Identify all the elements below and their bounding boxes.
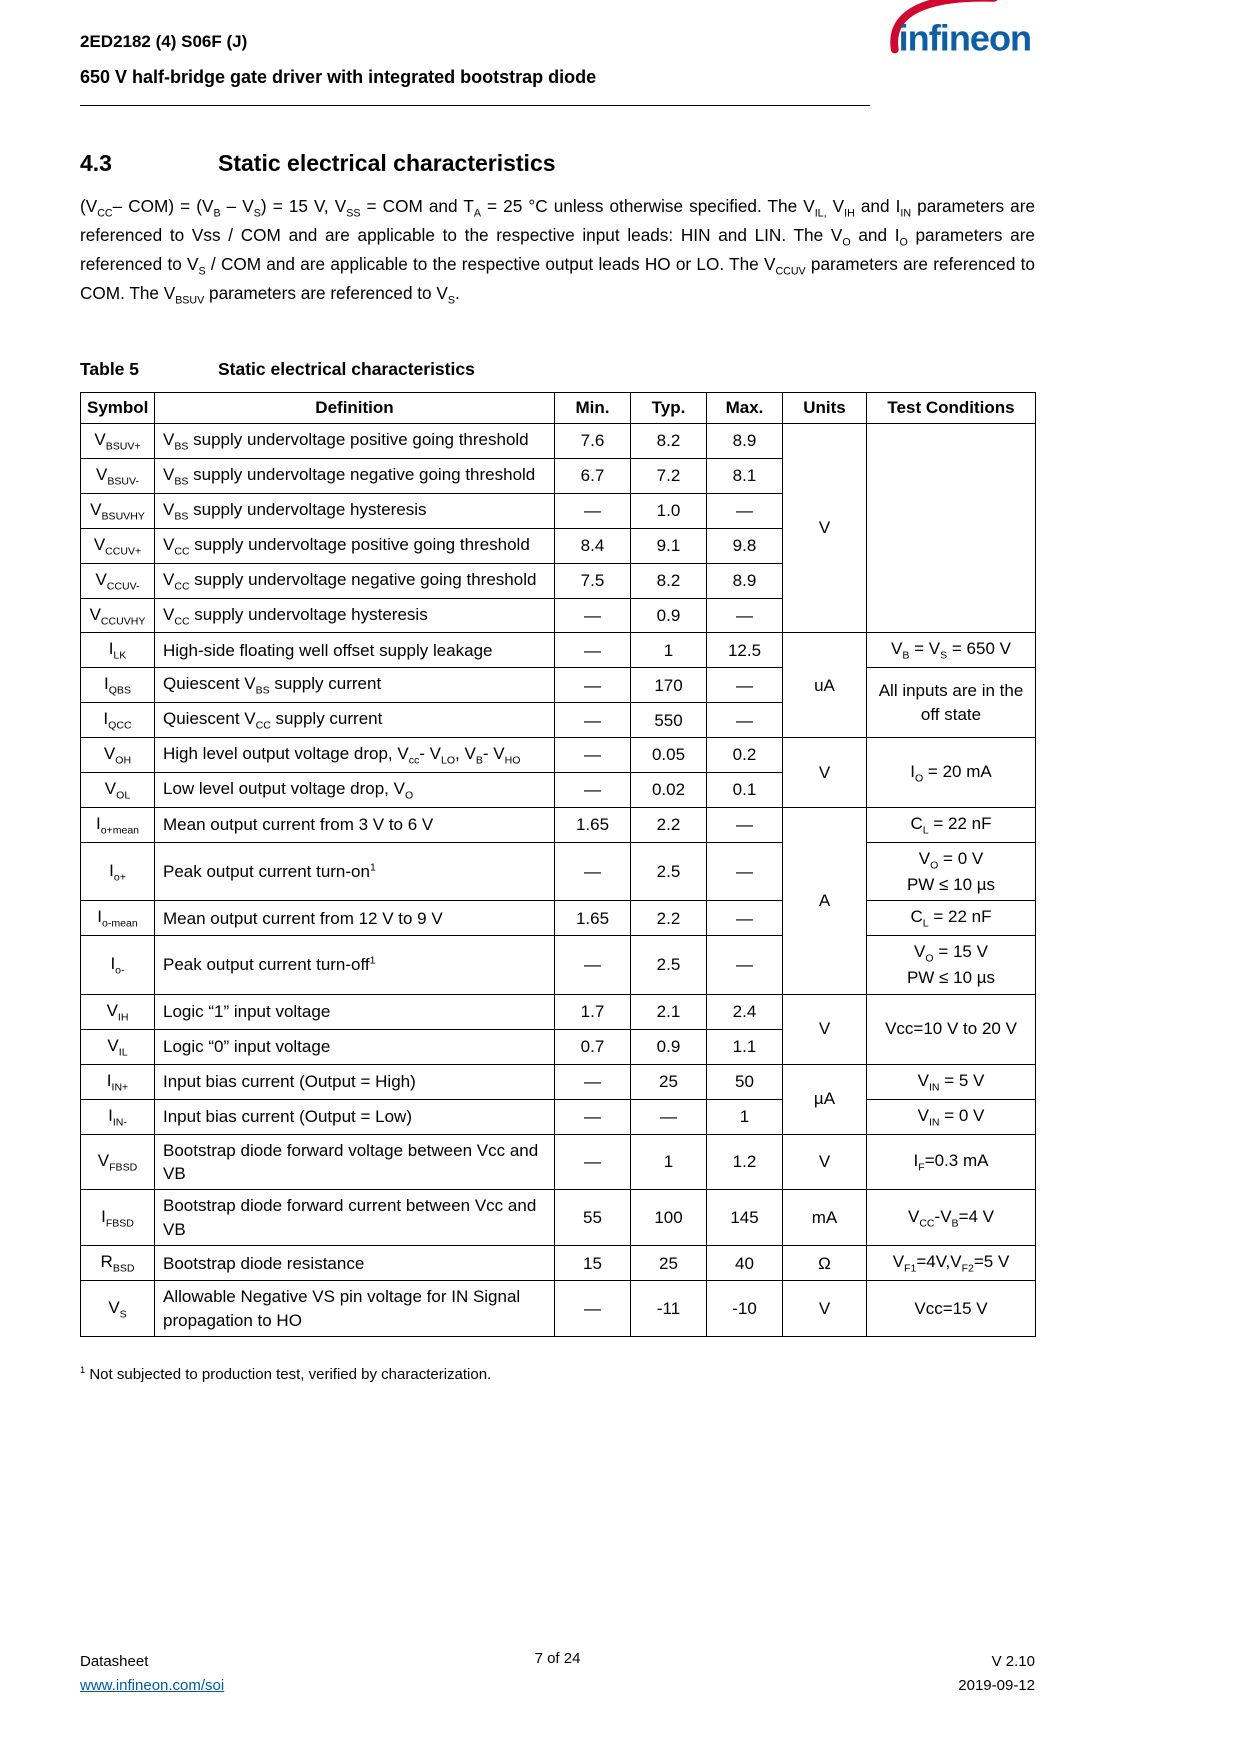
table-row <box>81 901 1036 936</box>
table-cell: 1.65 <box>555 901 631 936</box>
table-cell: $V_{BSUV-}$ <box>81 458 155 493</box>
table-cell: Mean output current from 12 V to 9 V <box>155 901 555 936</box>
infineon-link[interactable]: www.infineon.com/soi <box>80 1677 225 1694</box>
table-cell: $V_{CC}$ supply undervoltage negative going threshold <box>155 563 555 598</box>
table-cell: V <box>783 1281 867 1337</box>
table-cell: V <box>783 423 867 633</box>
table-cell: 2.1 <box>631 994 707 1029</box>
table-row <box>81 1134 1036 1190</box>
table-row <box>81 738 1036 773</box>
table-cell: 8.4 <box>555 528 631 563</box>
table-cell: Vcc=10 V to 20 V <box>867 994 1036 1064</box>
table-cell: $V_{CC}-V_B=4$ V <box>867 1190 1036 1246</box>
table-cell: Input bias current (Output = Low) <box>155 1099 555 1134</box>
table-row <box>81 668 1036 703</box>
table-row <box>81 808 1036 843</box>
table-cell: 2.2 <box>631 808 707 843</box>
table-body <box>81 423 1036 1336</box>
table-cell: 1.65 <box>555 808 631 843</box>
table-cell: — <box>555 1064 631 1099</box>
table-cell: $I_{o+}$ <box>81 843 155 901</box>
table-cell: — <box>555 1281 631 1337</box>
table-cell: — <box>555 843 631 901</box>
table-cell: $R_{BSD}$ <box>81 1246 155 1281</box>
table-cell: $V_{CCUV+}$ <box>81 528 155 563</box>
document-subtitle: 650 V half-bridge gate driver with integrated bootstrap diode <box>80 67 597 87</box>
table-cell: 7.6 <box>555 423 631 458</box>
table-cell: — <box>707 843 783 901</box>
table-cell: $V_{CCUV-}$ <box>81 563 155 598</box>
table-cell: $I_F=0.3$ mA <box>867 1134 1036 1190</box>
table-cell: $V_{IL}$ <box>81 1029 155 1064</box>
table-cell: uA <box>783 633 867 738</box>
table-cell: V <box>783 1134 867 1190</box>
table-cell: — <box>555 936 631 994</box>
section-title: Static electrical characteristics <box>218 150 556 176</box>
table-cell: µA <box>783 1064 867 1134</box>
table-cell: A <box>783 808 867 995</box>
intro-paragraph: ($V_{CC}-$ $COM) = (V_B - V_S) = 15$ V, $V_{SS}$ = COM and $T_A = 25$ °C unless otherwise specified. The $V_{IL,}$ $V_{IH}$ and $I_{IN}$ parameters are referenced to Vss / COM and are applicable to the respective input leads: HIN and LIN. The $V_O$ and $I_O$ parameters are referenced to $V_S$ / COM and are applicable to the respective output leads HO or LO. The $V_{CCUV}$ parameters are referenced to COM. The $V_{BSUV}$ parameters are referenced to $V_S$. <box>80 196 1036 307</box>
table-cell: Mean output current from 3 V to 6 V <box>155 808 555 843</box>
table-cell: Bootstrap diode forward voltage between Vcc and VB <box>155 1134 555 1190</box>
table-cell: 6.7 <box>555 458 631 493</box>
table-cell: — <box>555 1134 631 1190</box>
table-cell: Quiescent $V_{CC}$ supply current <box>155 703 555 738</box>
table-cell: 0.1 <box>707 773 783 808</box>
table-cell: 8.9 <box>707 563 783 598</box>
table-cell: — <box>707 703 783 738</box>
table-cell: $V_{BSUVHY}$ <box>81 493 155 528</box>
section-heading <box>80 150 1035 177</box>
table-cell: $I_{QCC}$ <box>81 703 155 738</box>
table-cell: — <box>555 703 631 738</box>
table-row <box>81 1190 1036 1246</box>
table-cell: 7.2 <box>631 458 707 493</box>
table-cell: — <box>707 808 783 843</box>
table-cell: Peak output current turn-off$^1$ <box>155 936 555 994</box>
table-cell: $V_{OL}$ <box>81 773 155 808</box>
table-cell: — <box>555 598 631 633</box>
page-indicator: 7 of 24 <box>534 1650 581 1667</box>
table-caption-title: Static electrical characteristics <box>218 358 475 379</box>
document-date: 2019-09-12 <box>958 1677 1035 1694</box>
table-row <box>81 994 1036 1029</box>
table-cell: 2.5 <box>631 843 707 901</box>
table-cell: $I_{LK}$ <box>81 633 155 668</box>
table-cell: 100 <box>631 1190 707 1246</box>
table-cell: $V_{IN} = 5$ V <box>867 1064 1036 1099</box>
table-cell: 1.0 <box>631 493 707 528</box>
footer-doc-type: Datasheet <box>80 1653 149 1670</box>
table-cell: 9.8 <box>707 528 783 563</box>
footer-right <box>580 1650 1035 1698</box>
table-cell: Quiescent $V_{BS}$ supply current <box>155 668 555 703</box>
table-cell: 0.2 <box>707 738 783 773</box>
table-cell: High level output voltage drop, $V_{cc}-$ $V_{LO}$, $V_B-$ $V_{HO}$ <box>155 738 555 773</box>
table-cell: $I_{o-}$ <box>81 936 155 994</box>
table-cell: $V_{CC}$ supply undervoltage positive going threshold <box>155 528 555 563</box>
table-cell: $I_{QBS}$ <box>81 668 155 703</box>
table-cell: — <box>555 1099 631 1134</box>
table-cell: 2.5 <box>631 936 707 994</box>
table-cell: — <box>555 633 631 668</box>
table-cell: $C_L = 22$ nF <box>867 901 1036 936</box>
table-cell: mA <box>783 1190 867 1246</box>
table-cell: $V_S$ <box>81 1281 155 1337</box>
table-cell: — <box>707 493 783 528</box>
table-cell: 2.2 <box>631 901 707 936</box>
table-cell: 7.5 <box>555 563 631 598</box>
table-cell: $I_O = 20$ mA <box>867 738 1036 808</box>
table-cell: — <box>707 901 783 936</box>
table-cell: $V_{F1}=4V,V_{F2}=5$ V <box>867 1246 1036 1281</box>
table-cell: 550 <box>631 703 707 738</box>
table-row <box>81 633 1036 668</box>
table-cell: 40 <box>707 1246 783 1281</box>
table-cell: 2.4 <box>707 994 783 1029</box>
table-cell: 50 <box>707 1064 783 1099</box>
column-header: Min. <box>555 392 631 423</box>
table-header-row <box>81 392 1036 423</box>
table-cell: 25 <box>631 1246 707 1281</box>
table-cell: Bootstrap diode resistance <box>155 1246 555 1281</box>
table-cell: 0.9 <box>631 1029 707 1064</box>
part-number: 2ED2182 (4) S06F (J) <box>80 32 248 51</box>
table-row <box>81 1099 1036 1134</box>
column-header: Typ. <box>631 392 707 423</box>
table-cell: — <box>555 773 631 808</box>
table-cell: $V_{BS}$ supply undervoltage positive going threshold <box>155 423 555 458</box>
table-cell: 1 <box>631 633 707 668</box>
column-header: Units <box>783 392 867 423</box>
table-cell: 8.2 <box>631 563 707 598</box>
section-number: 4.3 <box>80 150 112 176</box>
table-cell: 1 <box>707 1099 783 1134</box>
table-cell: 145 <box>707 1190 783 1246</box>
table-cell: Ω <box>783 1246 867 1281</box>
table-cell: 1.7 <box>555 994 631 1029</box>
table-cell: $I_{o+mean}$ <box>81 808 155 843</box>
infineon-logo <box>885 0 1080 74</box>
table-cell: 12.5 <box>707 633 783 668</box>
table-cell: $C_L = 22$ nF <box>867 808 1036 843</box>
table-cell: $V_{IN} = 0$ V <box>867 1099 1036 1134</box>
table-cell: 8.1 <box>707 458 783 493</box>
table-cell: $V_O = 0$ V PW ≤ 10 µs <box>867 843 1036 901</box>
header-divider <box>80 105 870 106</box>
table-cell: 25 <box>631 1064 707 1099</box>
table-cell: 0.7 <box>555 1029 631 1064</box>
table-cell: 170 <box>631 668 707 703</box>
table-cell: — <box>555 738 631 773</box>
document-version: V 2.10 <box>991 1653 1035 1670</box>
table-cell: — <box>555 493 631 528</box>
table-row <box>81 1281 1036 1337</box>
table-cell: 1.2 <box>707 1134 783 1190</box>
table-cell: $V_{IH}$ <box>81 994 155 1029</box>
table-cell: — <box>555 668 631 703</box>
table-cell: 15 <box>555 1246 631 1281</box>
column-header: Max. <box>707 392 783 423</box>
table-row <box>81 423 1036 458</box>
table-cell: $V_{BS}$ supply undervoltage negative going threshold <box>155 458 555 493</box>
table-cell: 55 <box>555 1190 631 1246</box>
table-cell: $I_{IN+}$ <box>81 1064 155 1099</box>
table-cell: 1 <box>631 1134 707 1190</box>
table-cell: $V_O = 15$ V PW ≤ 10 µs <box>867 936 1036 994</box>
table-cell: Logic “0” input voltage <box>155 1029 555 1064</box>
table-cell: High-side floating well offset supply leakage <box>155 633 555 668</box>
table-cell <box>867 423 1036 633</box>
footnote: $^1$ Not subjected to production test, verified by characterization. <box>80 1365 492 1384</box>
table-cell: $V_{BSUV+}$ <box>81 423 155 458</box>
static-characteristics-table <box>80 392 1036 1337</box>
table-cell: — <box>707 936 783 994</box>
table-row <box>81 843 1036 901</box>
table-cell: $V_{FBSD}$ <box>81 1134 155 1190</box>
table-cell: All inputs are in the off state <box>867 668 1036 738</box>
table-cell: Input bias current (Output = High) <box>155 1064 555 1099</box>
table-cell: 0.05 <box>631 738 707 773</box>
footer-left <box>80 1650 535 1698</box>
table-cell: Logic “1” input voltage <box>155 994 555 1029</box>
logo-wordmark: infineon <box>898 17 1032 59</box>
table-row <box>81 1246 1036 1281</box>
column-header: Symbol <box>81 392 155 423</box>
table-cell: $V_{CCUVHY}$ <box>81 598 155 633</box>
table-row <box>81 1064 1036 1099</box>
table-cell: $I_{IN-}$ <box>81 1099 155 1134</box>
page-footer <box>80 1650 1035 1698</box>
table-caption-label: Table 5 <box>80 358 140 379</box>
table-cell: $V_B = V_S = 650$ V <box>867 633 1036 668</box>
column-header: Definition <box>155 392 555 423</box>
table-cell: Bootstrap diode forward current between Vcc and VB <box>155 1190 555 1246</box>
table-cell: 1.1 <box>707 1029 783 1064</box>
table-cell: -10 <box>707 1281 783 1337</box>
table-cell: -11 <box>631 1281 707 1337</box>
table-cell: — <box>631 1099 707 1134</box>
table-cell: $I_{FBSD}$ <box>81 1190 155 1246</box>
table-cell: 8.2 <box>631 423 707 458</box>
table-cell: Peak output current turn-$on^1$ <box>155 843 555 901</box>
table-cell: — <box>707 598 783 633</box>
table-row <box>81 936 1036 994</box>
table-cell: $V_{OH}$ <box>81 738 155 773</box>
table-cell: $V_{CC}$ supply undervoltage hysteresis <box>155 598 555 633</box>
table-cell: 0.9 <box>631 598 707 633</box>
table-cell: 0.02 <box>631 773 707 808</box>
table-cell: V <box>783 994 867 1064</box>
table-cell: Low level output voltage drop, $V_O$ <box>155 773 555 808</box>
table-cell: Vcc=15 V <box>867 1281 1036 1337</box>
table-cell: V <box>783 738 867 808</box>
column-header: Test Conditions <box>867 392 1036 423</box>
table-cell: $V_{BS}$ supply undervoltage hysteresis <box>155 493 555 528</box>
table-cell: Allowable Negative VS pin voltage for IN Signal propagation to HO <box>155 1281 555 1337</box>
table-cell: — <box>707 668 783 703</box>
table-cell: 9.1 <box>631 528 707 563</box>
table-cell: $I_{o-mean}$ <box>81 901 155 936</box>
table-cell: 8.9 <box>707 423 783 458</box>
table-caption <box>80 359 1035 380</box>
spec-table-container <box>80 392 1035 1337</box>
